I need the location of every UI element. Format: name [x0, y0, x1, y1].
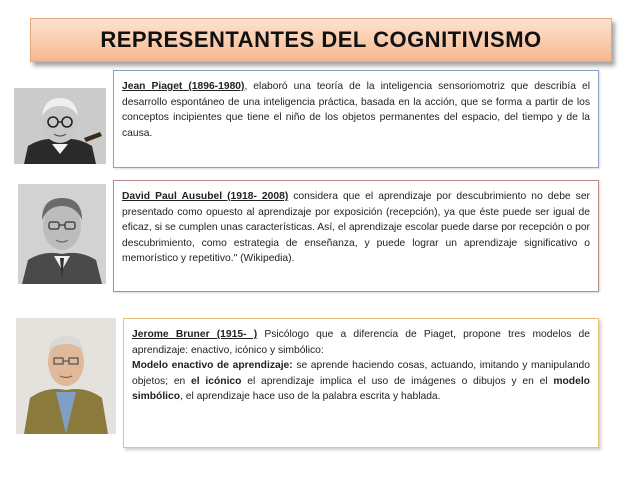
iconic-model-text: el aprendizaje implica el uso de imágenes o dibujos y en el	[241, 375, 554, 387]
ausubel-photo	[18, 184, 106, 284]
ausubel-card	[113, 180, 599, 292]
piaget-photo	[14, 88, 106, 164]
symbolic-model-label: modelo simbólico	[132, 375, 590, 403]
piaget-description: , elaboró una teoría de la inteligencia sensoriomotriz que describía el desarrollo espontáneo de una inteligencia práctica, basada en la acción, que se forma a partir de los conceptos incipientes que tiene el niño de los objetos permanentes del espacio, del tiempo y de la causa.	[122, 81, 590, 139]
page-title: REPRESENTANTES DEL COGNITIVISMO	[100, 27, 542, 52]
symbolic-model-text: , el aprendizaje hace uso de la palabra escrita y hablada.	[180, 391, 441, 403]
bruner-name: Jerome Bruner (1915- )	[132, 329, 258, 340]
bruner-card	[123, 318, 599, 448]
ausubel-name: David Paul Ausubel (1918- 2008)	[122, 191, 289, 202]
title-banner	[30, 18, 612, 62]
ausubel-description: considera que el aprendizaje por descubrimiento no debe ser presentado como opuesto al aprendizaje por exposición (recepción), ya que éste puede ser igual de eficaz, si se cumplen unas características. Así, el aprendizaje escolar puede darse por recepción o por descubrimiento, como estrategia de enseñanza, y puede lograr un aprendizaje significativo o memorístico y repetitivo." (Wikipedia).	[122, 191, 590, 265]
bruner-photo	[16, 318, 116, 434]
piaget-name: Jean Piaget (1896-1980)	[122, 81, 245, 92]
enactive-model-label: Modelo enactivo de aprendizaje:	[132, 360, 293, 372]
bruner-intro: Psicólogo que a diferencia de Piaget, propone tres modelos de aprendizaje: enactivo, icónico y simbólico:	[132, 329, 590, 356]
iconic-model-label: el icónico	[191, 375, 242, 387]
piaget-card	[113, 70, 599, 168]
enactive-model-text: se aprende haciendo cosas, actuando, imitando y manipulando objetos; en	[132, 360, 590, 387]
